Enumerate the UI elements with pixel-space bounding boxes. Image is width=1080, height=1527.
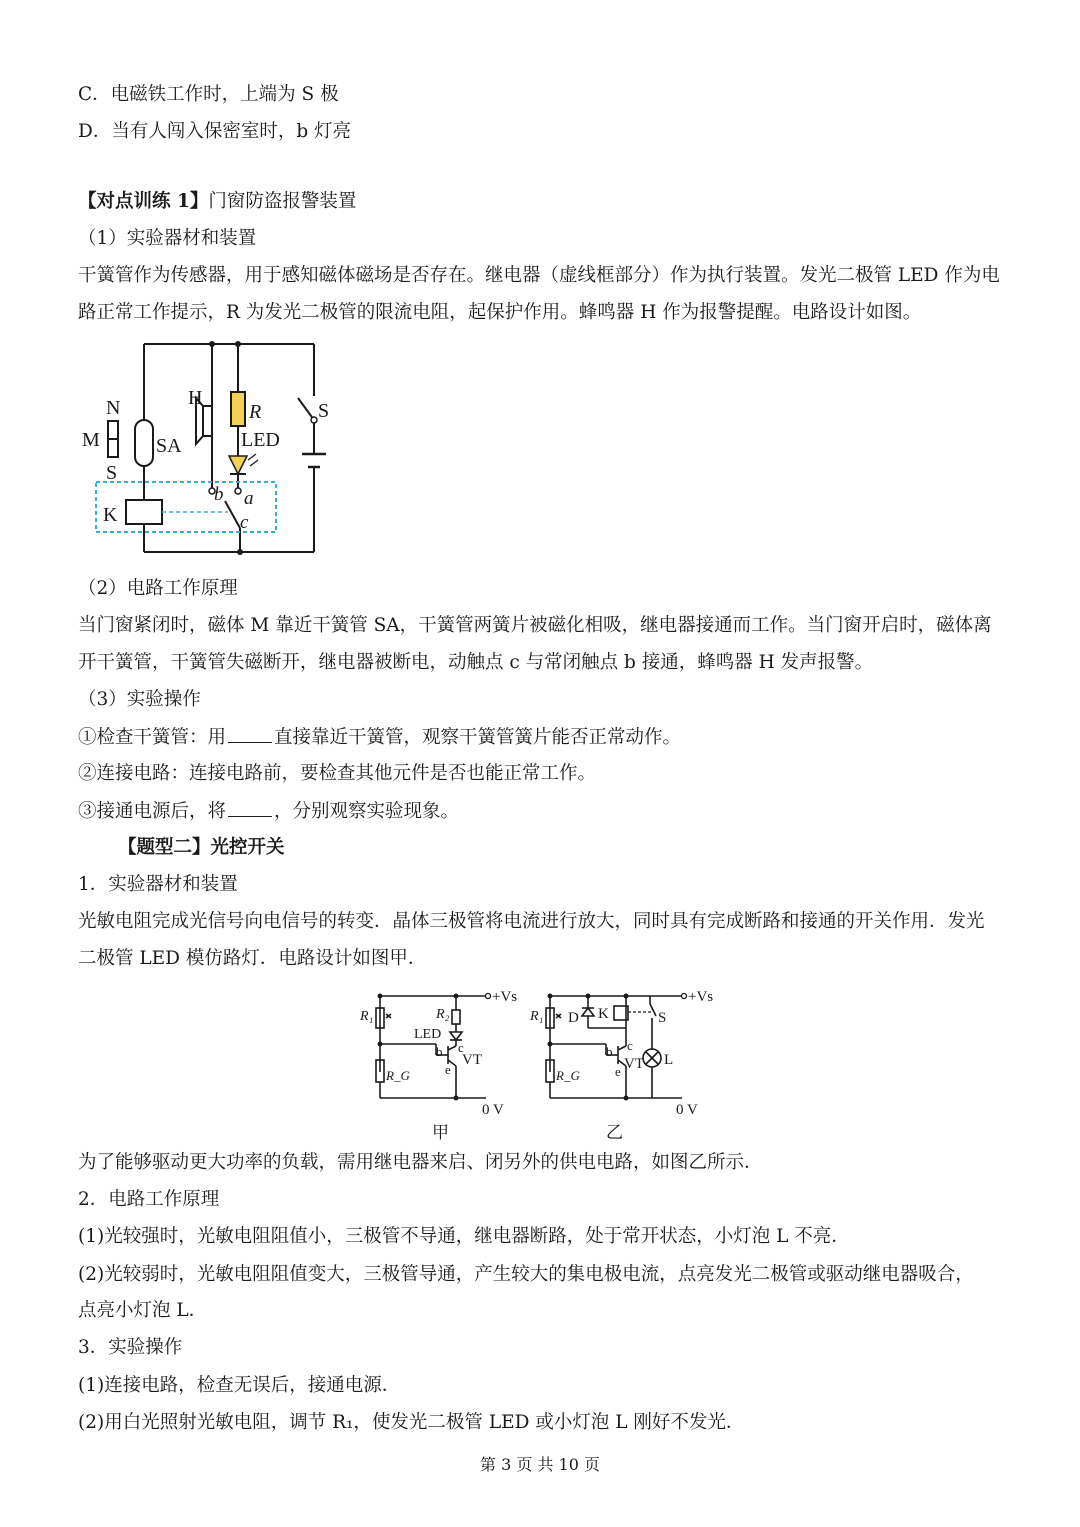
yi-label-vs: +Vs: [688, 989, 714, 1005]
training1-op3-b: ，分别观察实验现象。: [274, 801, 460, 822]
figure-label-yi: 乙: [606, 1123, 623, 1143]
yi-label-e: e: [615, 1064, 621, 1079]
type2-s2: 2．电路工作原理: [78, 1189, 220, 1210]
jia-label-r2: R₂: [436, 1007, 450, 1022]
yi-label-0v: 0 V: [676, 1102, 698, 1114]
type2-pr2-line1: (2)光较弱时，光敏电阻阻值变大，三极管导通，产生较大的集电极电流，点亮发光二极管或驱动继电器吸合，: [78, 1264, 974, 1285]
training1-para2-line2: 开干簧管，干簧管失磁断开，继电器被断电，动触点 c 与常闭触点 b 接通，蜂鸣器 H 发声报警。: [78, 652, 874, 673]
training1-sub2: （2）电路工作原理: [78, 578, 238, 599]
jia-label-vs: +Vs: [492, 989, 518, 1005]
figure-label-jia: 甲: [432, 1123, 449, 1143]
circuit1-label-b: b: [214, 484, 224, 505]
training1-sub3: （3）实验操作: [78, 689, 201, 710]
type2-pr1: (1)光较强时，光敏电阻阻值小，三极管不导通，继电器断路，处于常开状态，小灯泡 L 不亮．: [78, 1226, 850, 1247]
yi-label-rg: R_G: [556, 1068, 580, 1083]
yi-label-l: L: [664, 1052, 674, 1068]
circuit1-label-c: c: [240, 512, 249, 533]
yi-label-r1: R₁: [530, 1009, 544, 1024]
type2-heading: 【题型二】光控开关: [118, 837, 285, 858]
circuit1-label-S-magnet: S: [106, 462, 118, 484]
yi-label-k: K: [598, 1006, 609, 1022]
circuit1-label-N: N: [106, 397, 121, 419]
type2-pr2-line2: 点亮小灯泡 L．: [78, 1300, 208, 1321]
jia-label-e: e: [445, 1062, 451, 1077]
training1-para2-line1: 当门窗紧闭时，磁体 M 靠近干簧管 SA，干簧管两簧片被磁化相吸，继电器接通而工作。当门窗开启时，磁体离: [78, 615, 992, 636]
circuit1-label-a: a: [244, 488, 254, 509]
circuit1-label-H: H: [188, 387, 203, 409]
alarm-circuit-diagram: [78, 336, 348, 566]
circuit1-label-K: K: [103, 504, 118, 526]
training1-heading-bracket: 【对点训练 1】: [78, 191, 209, 212]
yi-label-d: D: [568, 1010, 579, 1026]
light-control-circuit-yi: [526, 984, 726, 1114]
training1-para1-line2: 路正常工作提示，R 为发光二极管的限流电阻，起保护作用。蜂鸣器 H 作为报警提醒。电路设计如图。: [78, 302, 922, 323]
circuit1-label-M: M: [82, 429, 100, 451]
type2-s1: 1．实验器材和装置: [78, 874, 238, 895]
training1-heading-title: 门窗防盗报警装置: [208, 191, 357, 212]
yi-label-c: c: [627, 1038, 633, 1053]
jia-label-vt: VT: [462, 1052, 482, 1068]
circuit1-label-R: R: [249, 401, 262, 423]
circuit1-label-LED: LED: [241, 429, 280, 451]
yi-label-b: b: [606, 1044, 613, 1059]
light-control-circuit-jia: [356, 984, 526, 1114]
circuit1-label-S-switch: S: [318, 400, 330, 422]
training1-heading: [78, 189, 1018, 215]
training1-para1-line1: 干簧管作为传感器，用于感知磁体磁场是否存在。继电器（虚线框部分）作为执行装置。发光二极管 LED 作为电: [78, 265, 1000, 286]
jia-label-led: LED: [414, 1027, 442, 1042]
jia-label-rg: R_G: [386, 1068, 410, 1083]
jia-label-0v: 0 V: [482, 1102, 504, 1114]
yi-label-vt: VT: [624, 1056, 644, 1072]
type2-op2: (2)用白光照射光敏电阻，调节 R₁，使发光二极管 LED 或小灯泡 L 刚好不发光．: [78, 1412, 745, 1433]
answer-blank-2[interactable]: [228, 798, 272, 817]
type2-s3: 3．实验操作: [78, 1337, 183, 1358]
jia-label-b: b: [436, 1044, 443, 1059]
training1-sub1: （1）实验器材和装置: [78, 228, 257, 249]
option-d: D．当有人闯入保密室时，b 灯亮: [78, 121, 352, 142]
answer-blank-1[interactable]: [228, 724, 272, 743]
option-c: C．电磁铁工作时，上端为 S 极: [78, 84, 339, 105]
training1-op3: [78, 798, 1018, 825]
training1-op2: ②连接电路：连接电路前，要检查其他元件是否也能正常工作。: [78, 763, 597, 784]
type2-p-after: 为了能够驱动更大功率的负载，需用继电器来启、闭另外的供电电路，如图乙所示．: [78, 1152, 763, 1173]
training1-op1: [78, 724, 1018, 751]
type2-p1-line1: 光敏电阻完成光信号向电信号的转变．晶体三极管将电流进行放大，同时具有完成断路和接通的开关作用．发光: [78, 911, 985, 932]
training1-op1-a: ①检查干簧管：用: [78, 727, 227, 748]
jia-label-c: c: [458, 1040, 464, 1055]
jia-label-r1: R₁: [360, 1009, 374, 1024]
training1-op1-b: 直接靠近干簧管，观察干簧管簧片能否正常动作。: [274, 727, 682, 748]
page-footer: 第 3 页 共 10 页: [480, 1455, 600, 1474]
type2-op1: (1)连接电路，检查无误后，接通电源．: [78, 1375, 401, 1396]
type2-p1-line2: 二极管 LED 模仿路灯．电路设计如图甲．: [78, 948, 427, 969]
circuit1-label-SA: SA: [156, 435, 182, 457]
training1-op3-a: ③接通电源后，将: [78, 801, 227, 822]
yi-label-s: S: [658, 1010, 667, 1026]
